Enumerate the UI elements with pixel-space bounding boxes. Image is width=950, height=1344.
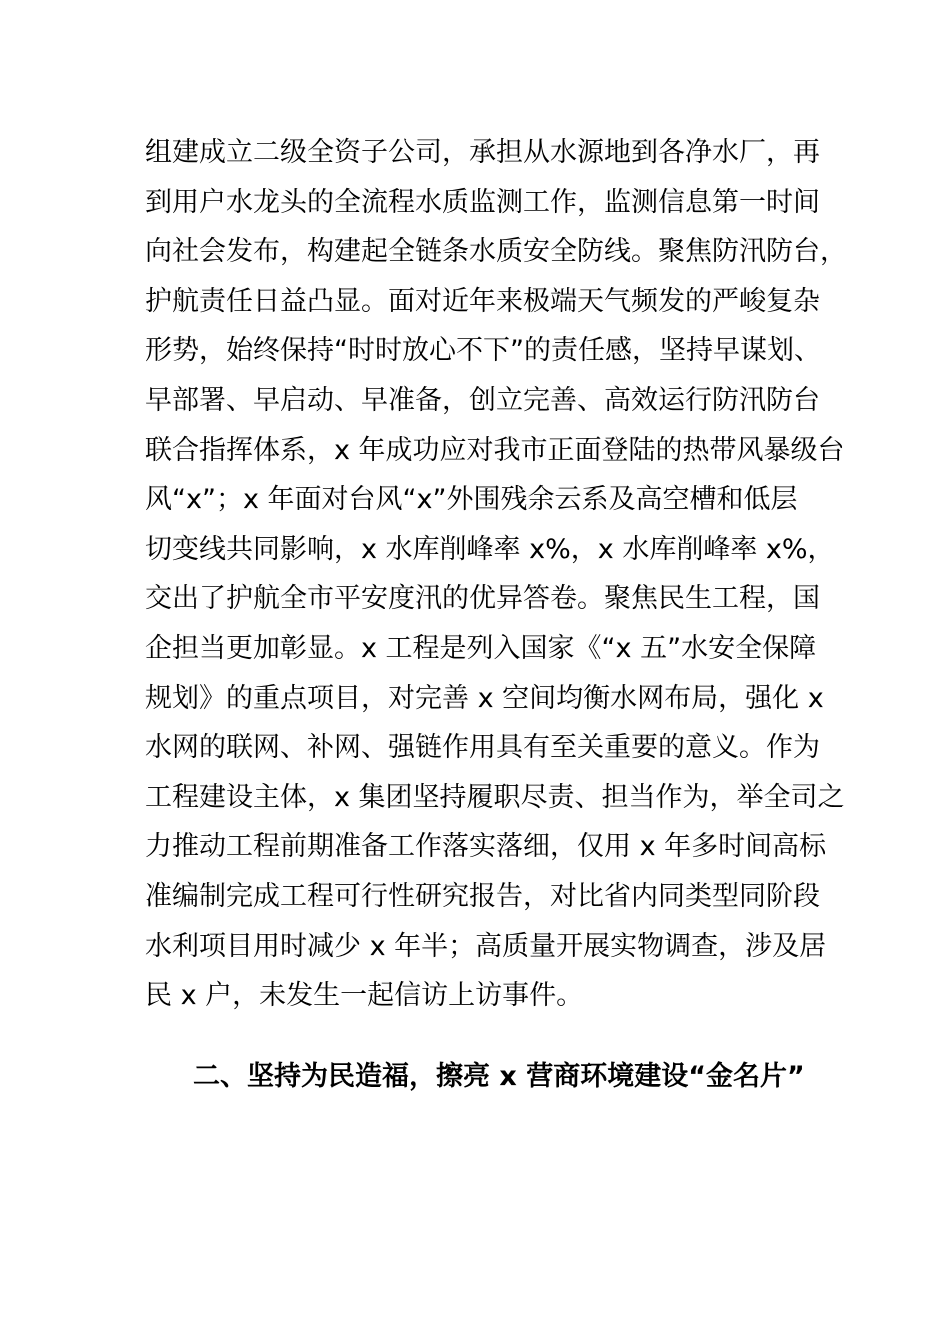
paragraph-line: 到用户水龙头的全流程水质监测工作，监测信息第一时间 (145, 186, 820, 218)
paragraph-line: 组建成立二级全资子公司，承担从水源地到各净水厂，再 (145, 137, 820, 168)
paragraph-line: 风“x”；x 年面对台风“x”外围残余云系及高空槽和低层 (145, 484, 798, 516)
paragraph-line: 形势，始终保持“时时放心不下”的责任感，坚持早谋划、 (145, 335, 821, 367)
body-paragraph (145, 128, 847, 1021)
paragraph-line: 交出了护航全市平安度汛的优异答卷。聚焦民生工程，国 (145, 583, 820, 615)
paragraph-line: 护航责任日益凸显。面对近年来极端天气频发的严峻复杂 (145, 285, 820, 317)
paragraph-line: 联合指挥体系，x 年成功应对我市正面登陆的热带风暴级台 (145, 434, 845, 466)
paragraph-line: 早部署、早启动、早准备，创立完善、高效运行防汛防台 (145, 384, 820, 416)
paragraph-line: 水网的联网、补网、强链作用具有至关重要的意义。作为 (145, 732, 820, 764)
paragraph-line: 力推动工程前期准备工作落实落细，仅用 x 年多时间高标 (145, 831, 827, 863)
paragraph-line: 准编制完成工程可行性研究报告，对比省内同类型同阶段 (145, 880, 820, 912)
paragraph-line: 向社会发布，构建起全链条水质安全防线。聚焦防汛防台， (145, 236, 847, 268)
paragraph-line: 水利项目用时减少 x 年半；高质量开展实物调查，涉及居 (145, 930, 827, 962)
paragraph-line: 切变线共同影响，x 水库削峰率 x%，x 水库削峰率 x%， (145, 533, 835, 565)
paragraph-line: 民 x 户，未发生一起信访上访事件。 (145, 980, 584, 1012)
paragraph-line: 企担当更加彰显。x 工程是列入国家《“x 五”水安全保障 (145, 632, 817, 664)
paragraph-line: 工程建设主体，x 集团坚持履职尽责、担当作为，举全司之 (145, 781, 845, 813)
paragraph-line: 规划》的重点项目，对完善 x 空间均衡水网布局，强化 x (145, 682, 824, 714)
section-heading: 二、坚持为民造福，擦亮 x 营商环境建设“金名片” (193, 1061, 805, 1092)
